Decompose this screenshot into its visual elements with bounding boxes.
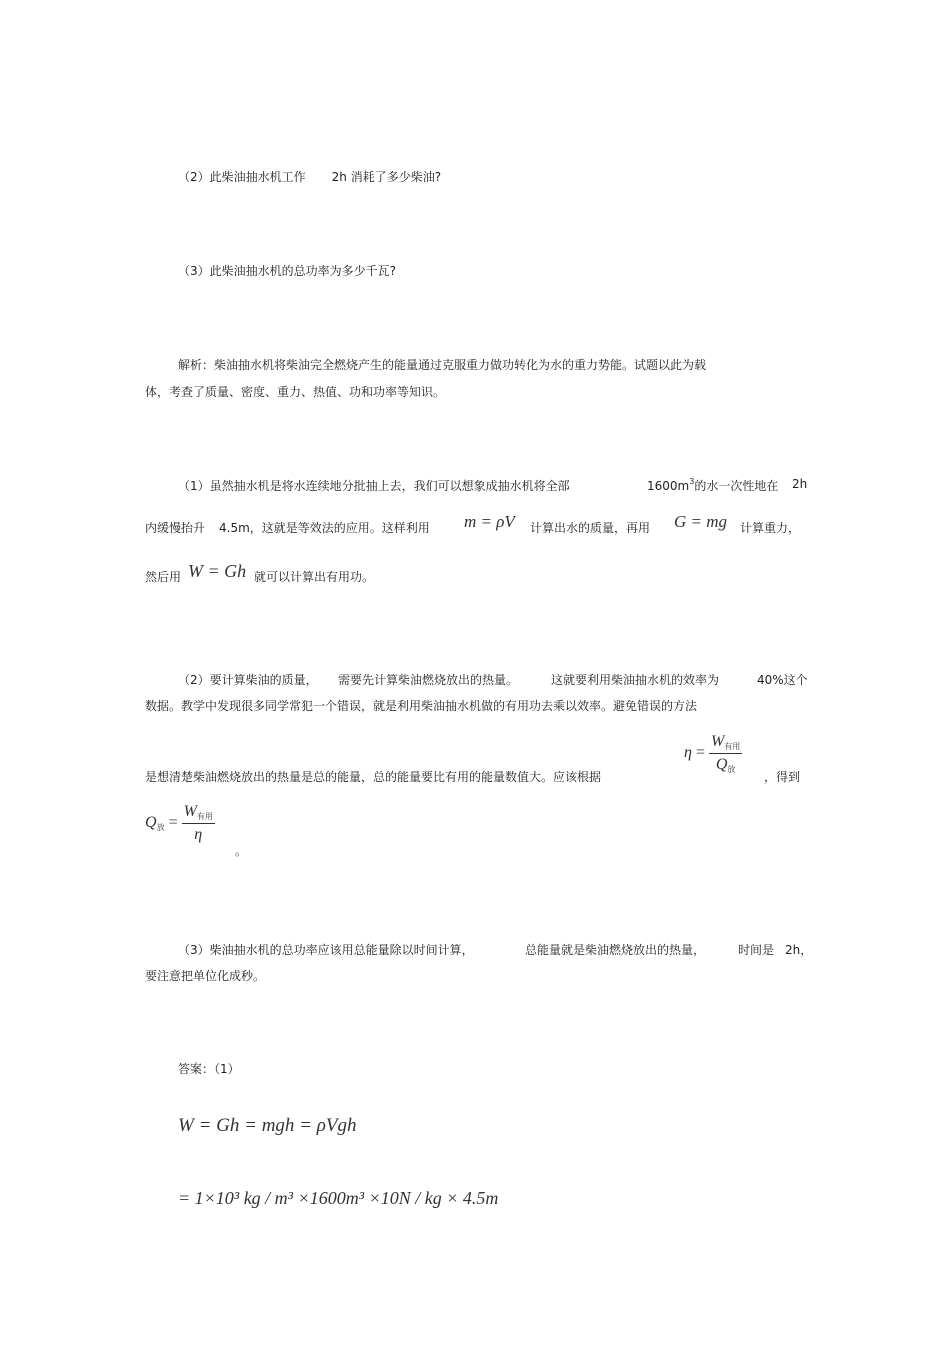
work-symbol: W bbox=[710, 733, 725, 750]
question-2-time: 2h bbox=[331, 170, 347, 184]
heat-fraction bbox=[182, 803, 215, 844]
p1-time: 2h bbox=[792, 477, 808, 491]
heat-symbol-2: Q bbox=[145, 814, 157, 832]
heat-numerator bbox=[182, 803, 215, 824]
p2-get: ，得到 bbox=[764, 770, 801, 784]
released-subscript: 放 bbox=[727, 765, 736, 774]
p3-line-2: 要注意把单位化成秒。 bbox=[145, 969, 266, 983]
eta-symbol: η bbox=[684, 744, 692, 762]
formula-heat: Q放 = $\frac{\text{W有用}}{\eta}$ bbox=[145, 803, 213, 843]
analysis-line-2: 体，考查了质量、密度、重力、热值、功和功率等知识。 bbox=[145, 385, 446, 399]
efficiency-numerator bbox=[709, 733, 742, 754]
p1-line-3a: 然后用 bbox=[145, 570, 182, 584]
formula-g-mg: G = mg bbox=[674, 512, 728, 531]
efficiency-denominator bbox=[716, 754, 736, 774]
p1-line-2a bbox=[145, 519, 430, 536]
question-3: （3）此柴油抽水机的总功率为多少千瓦? bbox=[178, 264, 397, 278]
analysis-line-1: 解析：柴油抽水机将柴油完全燃烧产生的能量通过克服重力做功转化为水的重力势能。试题以此为载 bbox=[178, 358, 707, 372]
p2-seg-c: 这就要利用柴油抽水机的效率为 bbox=[551, 673, 720, 687]
p3-seg-b: 总能量就是柴油燃烧放出的热量， bbox=[525, 943, 706, 957]
released-subscript-2: 放 bbox=[156, 823, 165, 833]
p2-line-3: 是想清楚柴油燃烧放出的热量是总的能量，总的能量要比有用的能量数值大。应该根据 bbox=[145, 770, 602, 784]
answer-equation-1: W = Gh = mgh = ρVgh bbox=[178, 1115, 357, 1136]
p2-seg-b: 需要先计算柴油燃烧放出的热量。 bbox=[338, 673, 519, 687]
p2-line-2: 数据。教学中发现很多同学常犯一个错误，就是利用柴油抽水机做的有用功去乘以效率。避免错误的方法 bbox=[145, 699, 698, 713]
formula-m-rho-v: m = ρV bbox=[464, 512, 515, 531]
heat-denominator: η bbox=[194, 826, 203, 843]
p3-seg-d: 2h， bbox=[785, 943, 813, 957]
work-symbol-2: W bbox=[183, 803, 197, 820]
p1-lift-height: 4.5m，这就是等效法的应用。这样利用 bbox=[219, 521, 430, 535]
p1-line-2c: 计算重力， bbox=[740, 521, 801, 535]
p2-seg-a: （2）要计算柴油的质量， bbox=[178, 673, 318, 687]
p1-volume-value: 1600m bbox=[647, 479, 690, 493]
p3-seg-c: 时间是 bbox=[738, 943, 775, 957]
p1-line-1: （1）虽然抽水机是将水连续地分批抽上去，我们可以想象成抽水机将全部 bbox=[178, 479, 570, 493]
useful-subscript-2: 有用 bbox=[196, 812, 213, 821]
useful-subscript: 有用 bbox=[724, 742, 741, 751]
p1-volume-exp: 3 bbox=[689, 477, 695, 486]
answer-equation-2: = 1×10³ kg / m³ ×1600m³ ×10N / kg × 4.5m bbox=[178, 1188, 499, 1208]
p1-line-2b: 计算出水的质量，再用 bbox=[530, 521, 651, 535]
heat-symbol: Q bbox=[715, 756, 728, 773]
p2-seg-d: 40%这个 bbox=[757, 673, 808, 687]
efficiency-fraction bbox=[709, 733, 742, 774]
answer-label: 答案：（1） bbox=[178, 1062, 240, 1076]
formula-efficiency: η = $\frac{\text{W有用}}{\text{Q放}}$ bbox=[684, 733, 741, 774]
p1-volume bbox=[647, 477, 778, 494]
question-2 bbox=[178, 168, 441, 185]
question-2-text: （2）此柴油抽水机工作 bbox=[178, 170, 306, 184]
p3-seg-a: （3）柴油抽水机的总功率应该用总能量除以时间计算， bbox=[178, 943, 474, 957]
p1-volume-tail: 的水一次性地在 bbox=[694, 479, 779, 493]
p2-period: 。 bbox=[235, 844, 248, 858]
p1-lift-text: 内缓慢抬升 bbox=[145, 521, 206, 535]
question-2-tail: 消耗了多少柴油? bbox=[350, 170, 442, 184]
formula-w-gh: W = Gh bbox=[188, 561, 247, 581]
p1-line-3b: 就可以计算出有用功。 bbox=[254, 570, 375, 584]
